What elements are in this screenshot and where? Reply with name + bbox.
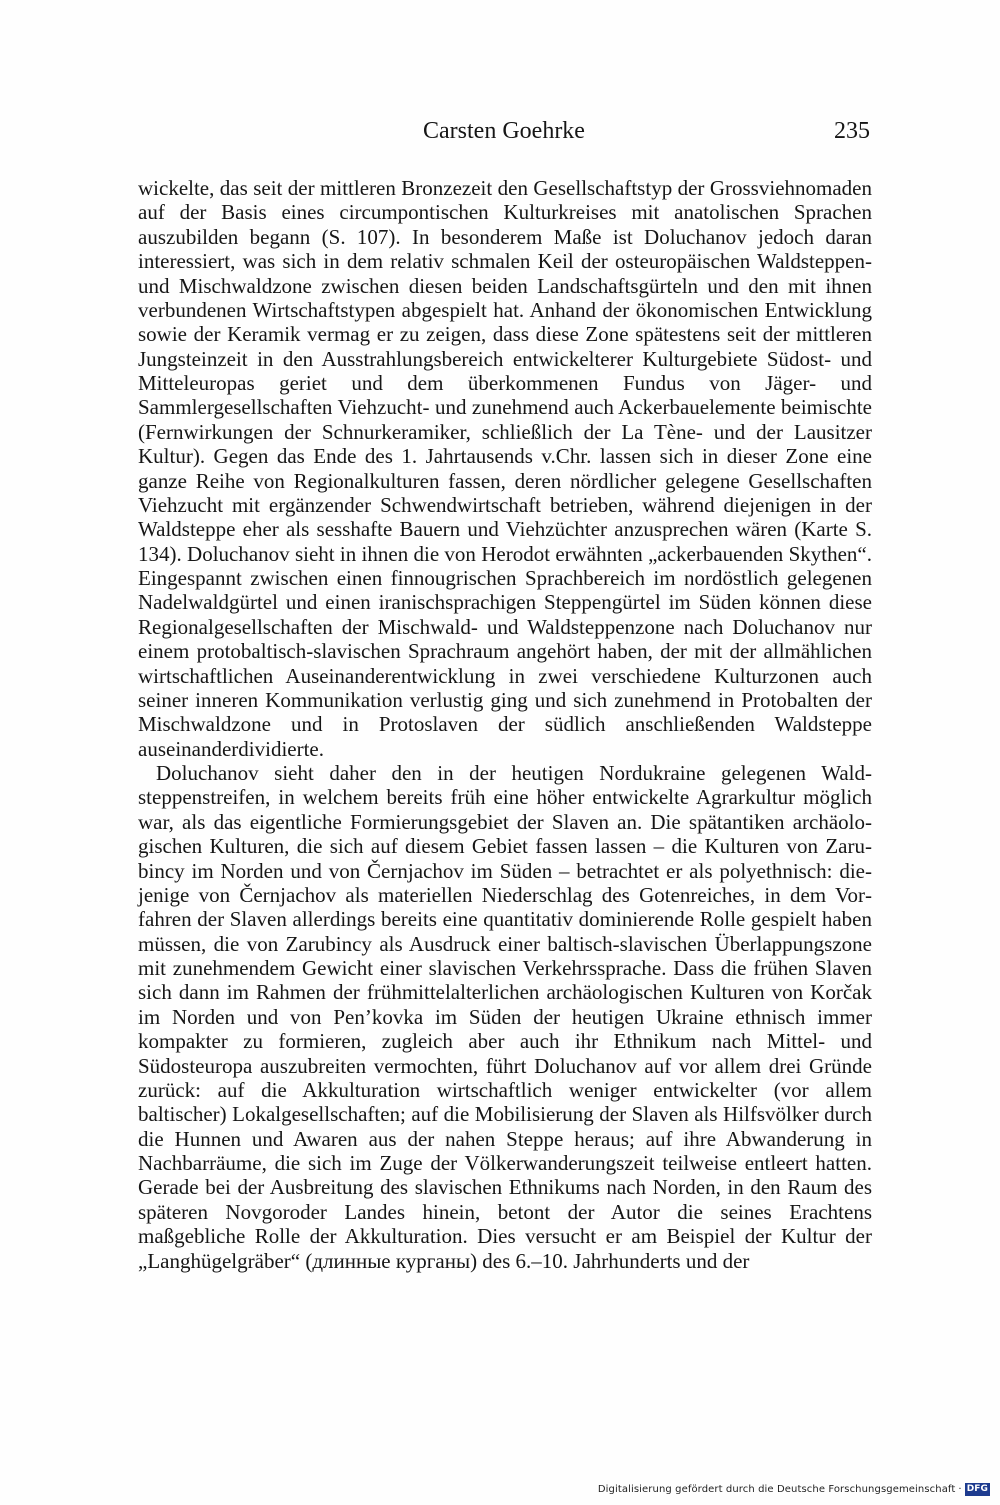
paragraph-continued: wickelte, das seit der mittleren Bronzezeit den Gesellschaftstyp der Grossviehnomaden auf der Basis eines circumpontischen Kulturkreises mit anatolischen Sprachen auszubilden begann (S. 107). In besonderem Maße ist Doluchanov jedoch daran interessiert, was sich in dem relativ schmalen Keil der osteuropäischen Waldsteppen- und Mischwaldzone zwischen diesen beiden Landschaftsgürteln und den mit ihnen verbundenen Wirtschaftstypen abgespielt hat. Anhand der ökonomischen Entwicklung sowie der Keramik vermag er zu zeigen, dass diese Zone spätestens seit der mittleren Jungsteinzeit in den Ausstrahlungsbereich entwickelterer Kulturgebiete Südost- und Mitteleuropas geriet und dem überkommenen Fundus von Jäger- und Sammlergesellschaften Viehzucht- und zunehmend auch Ackerbauelemente beimischte (Fernwirkungen der Schnurkeramiker, schließlich der La Tène- und der Lausitzer Kultur). Gegen das Ende des 1. Jahrtausends v.Chr. lassen sich in dieser Zone eine ganze Reihe von Regionalkulturen fassen, deren nördlicher gelegene Gesellschaften Viehzucht mit ergänzender Schwendwirtschaft betrieben, während diejenigen in der Waldsteppe eher als sesshafte Bauern und Viehzüchter anzusprechen wären (Karte S. 134). Doluchanov sieht in ihnen die von Herodot erwähnten „ackerbauenden Skythen“. Eingespannt zwischen einen finnougrischen Sprachbereich im nordöstlich gelegenen Nadelwaldgürtel und einen iranischsprachigen Steppengürtel im Süden können diese Regionalgesellschaften der Mischwald- und Waldsteppenzone nach Doluchanov nur einem protobaltisch-slavischen Sprachraum angehört haben, der mit der allmählichen wirtschaftlichen Auseinanderentwicklung in zwei verschiedene Kulturzonen auch seiner inneren Kommunikation verlustig ging und sich zunehmend in Protobalten der Mischwaldzone und in Protoslaven der südlich anschließenden Waldsteppe auseinanderdividierte. [138,176,872,761]
footer-separator: · [958,1483,962,1495]
running-head-author: Carsten Goehrke [423,118,585,144]
body-text [138,176,872,1273]
digitization-footer [598,1481,990,1497]
dfg-logo: DFG [966,1483,988,1494]
digitization-note: Digitalisierung gefördert durch die Deutsche Forschungsgemeinschaft [597,1483,956,1495]
paragraph: Doluchanov sieht daher den in der heutigen Nordukraine gelegenen Waldsteppenstreifen, in welchem bereits früh eine höher entwickelte Agrarkultur möglich war, als das eigentliche Formierungsgebiet der Slaven an. Die spätantiken archäologischen Kulturen, die sich auf diesem Gebiet fassen lassen – die Kulturen von Zarubincy im Norden und von Černjachov im Süden – betrachtet er als polyethnisch: diejenige von Černjachov als materiellen Niederschlag des Gotenreiches, in dem Vorfahren der Slaven allerdings bereits eine quantitativ dominierende Rolle gespielt haben müssen, die von Zarubincy als Ausdruck einer baltisch-slavischen Überlappungszone mit zunehmendem Gewicht einer slavischen Verkehrssprache. Dass die frühen Slaven sich dann im Rahmen der frühmittelalterlichen archäologischen Kulturen von Korčak im Norden und von Pen’kovka im Süden der heutigen Ukraine ethnisch immer kompakter zu formieren, zugleich aber auch ihr Ethnikum nach Mittel- und Südosteuropa auszubreiten vermochten, führt Doluchanov auf vor allem drei Gründe zurück: auf die Akkulturation wirtschaftlich weniger entwickelter (vor allem baltischer) Lokalgesellschaften; auf die Mobilisierung der Slaven als Hilfsvölker durch die Hunnen und Awaren aus der nahen Steppe heraus; auf ihre Abwanderung in Nachbarräume, die sich im Zuge der Völkerwanderungszeit teilweise entleert hatten. Gerade bei der Ausbreitung des slavischen Ethnikums nach Norden, in den Raum des späteren Novgoroder Landes hinein, betont der Autor die seines Erachtens maßgebliche Rolle der Akkulturation. Dies versucht er am Beispiel der Kultur der „Langhügelgräber“ (длинные курганы) des 6.–10. Jahrhunderts und der [138,761,872,1273]
running-head [138,118,870,150]
page-number: 235 [834,118,870,144]
